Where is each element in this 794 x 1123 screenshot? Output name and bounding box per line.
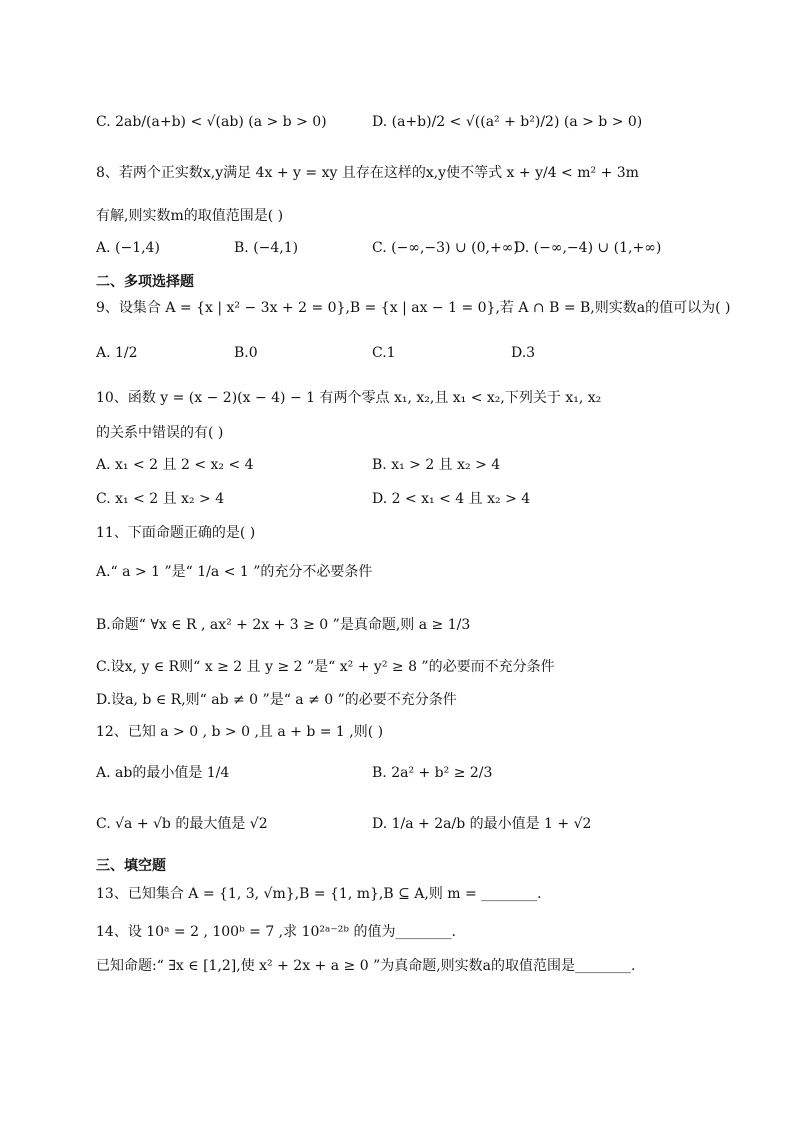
q13-stem: 13、已知集合 A = {1, 3, √m},B = {1, m},B ⊆ A,则 m = ________. xyxy=(96,886,542,902)
q7-option-d: D. (a+b)/2 < √((a² + b²)/2) (a > b > 0) xyxy=(372,114,643,130)
q9-stem: 9、设集合 A = {x | x² − 3x + 2 = 0},B = {x | ax − 1 = 0},若 A ∩ B = B,则实数a的值可以为( ) xyxy=(96,300,731,316)
q11-stem: 11、下面命题正确的是( ) xyxy=(96,525,256,541)
q11-option-b: B.命题“ ∀x ∈ R , ax² + 2x + 3 ≥ 0 ”是真命题,则 a ≥ 1/3 xyxy=(96,617,471,633)
q8-option-b: B. (−4,1) xyxy=(234,240,299,256)
section-heading-multiple-choice: 二、多项选择题 xyxy=(96,274,194,290)
q15-stem: 已知命题:“ ∃x ∈ [1,2],使 x² + 2x + a ≥ 0 ”为真命题,则实数a的取值范围是________. xyxy=(96,958,636,974)
q12-stem: 12、已知 a > 0 , b > 0 ,且 a + b = 1 ,则( ) xyxy=(96,724,384,740)
q9-option-a: A. 1/2 xyxy=(96,345,138,361)
q8-option-a: A. (−1,4) xyxy=(96,240,160,256)
q10-option-a: A. x₁ < 2 且 2 < x₂ < 4 xyxy=(96,457,254,473)
q9-option-c: C.1 xyxy=(372,345,396,361)
q14-stem: 14、设 10ᵃ = 2 , 100ᵇ = 7 ,求 10²ᵃ⁻²ᵇ 的值为________. xyxy=(96,924,456,940)
q10-stem-cont: 的关系中错误的有( ) xyxy=(96,425,224,441)
q12-option-b: B. 2a² + b² ≥ 2/3 xyxy=(372,765,493,781)
q10-option-b: B. x₁ > 2 且 x₂ > 4 xyxy=(372,457,501,473)
q9-option-d: D.3 xyxy=(511,345,536,361)
q8-stem: 8、若两个正实数x,y满足 4x + y = xy 且存在这样的x,y使不等式 x + y/4 < m² + 3m xyxy=(96,165,639,181)
q12-option-d: D. 1/a + 2a/b 的最小值是 1 + √2 xyxy=(372,816,592,832)
q9-option-b: B.0 xyxy=(234,345,258,361)
q11-option-d: D.设a, b ∈ R,则“ ab ≠ 0 ”是“ a ≠ 0 ”的必要不充分条件 xyxy=(96,692,457,708)
q7-option-c: C. 2ab/(a+b) < √(ab) (a > b > 0) xyxy=(96,114,327,130)
q8-option-d: D. (−∞,−4) ∪ (1,+∞) xyxy=(514,240,662,256)
q11-option-c: C.设x, y ∈ R则“ x ≥ 2 且 y ≥ 2 ”是“ x² + y² ≥ 8 ”的必要而不充分条件 xyxy=(96,659,555,675)
q10-option-c: C. x₁ < 2 且 x₂ > 4 xyxy=(96,491,225,507)
q12-option-c: C. √a + √b 的最大值是 √2 xyxy=(96,816,268,832)
section-heading-fill-in: 三、填空题 xyxy=(96,858,166,874)
q8-stem-cont: 有解,则实数m的取值范围是( ) xyxy=(96,208,284,224)
q10-stem: 10、函数 y = (x − 2)(x − 4) − 1 有两个零点 x₁, x₂,且 x₁ < x₂,下列关于 x₁, x₂ xyxy=(96,390,602,406)
q11-option-a: A.“ a > 1 ”是“ 1/a < 1 ”的充分不必要条件 xyxy=(96,564,373,580)
q12-option-a: A. ab的最小值是 1/4 xyxy=(96,765,230,781)
q10-option-d: D. 2 < x₁ < 4 且 x₂ > 4 xyxy=(372,491,531,507)
q8-option-c: C. (−∞,−3) ∪ (0,+∞) xyxy=(372,240,519,256)
